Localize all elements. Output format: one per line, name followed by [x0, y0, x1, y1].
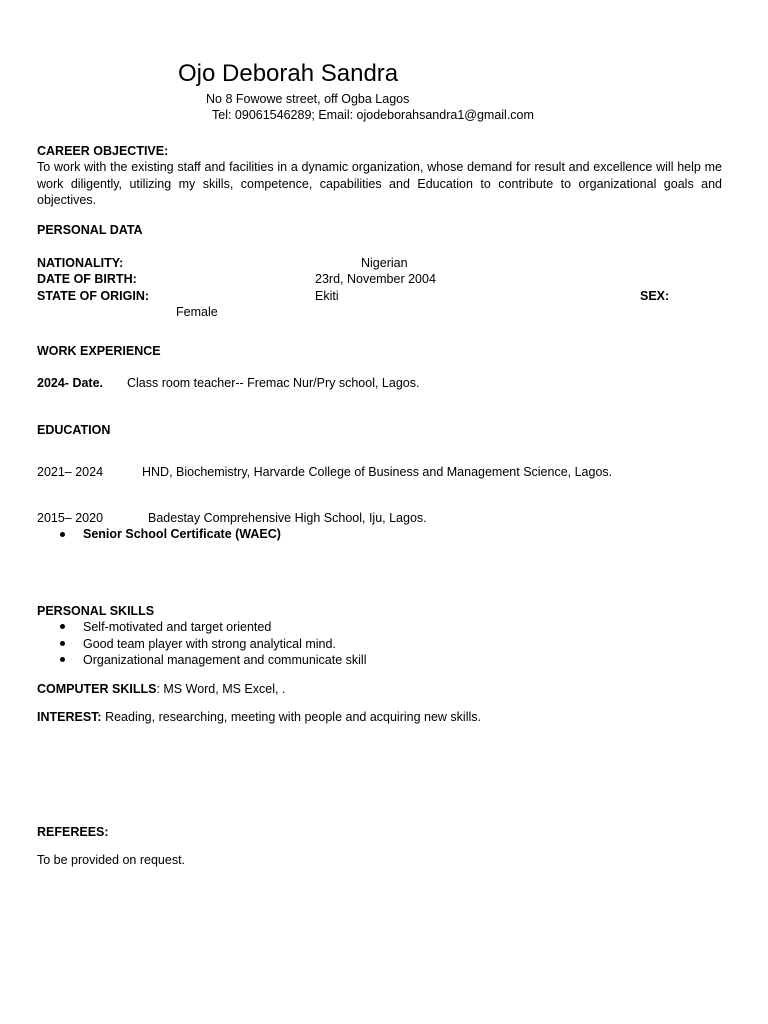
bullet-icon [60, 641, 65, 646]
interest-label: INTEREST: [37, 710, 102, 724]
personal-data-heading: PERSONAL DATA [37, 223, 143, 237]
nationality-value: Nigerian [361, 256, 408, 270]
computer-skills-line [37, 681, 285, 698]
dob-label: DATE OF BIRTH: [37, 272, 137, 286]
work-role: Class room teacher-- Fremac Nur/Pry school, Lagos. [127, 376, 420, 390]
sex-value: Female [176, 305, 218, 319]
skill-item: Good team player with strong analytical mind. [83, 637, 336, 651]
education-period: 2021– 2024 [37, 465, 104, 479]
interest-value: Reading, researching, meeting with people and acquiring new skills. [101, 710, 481, 724]
education-detail: Badestay Comprehensive High School, Iju, Lagos. [148, 511, 427, 525]
referees-heading: REFEREES: [37, 825, 109, 839]
bullet-icon [60, 624, 65, 629]
computer-skills-label: COMPUTER SKILLS [37, 682, 157, 696]
personal-skills-heading: PERSONAL SKILLS [37, 604, 155, 618]
work-period: 2024- Date. [37, 376, 104, 390]
nationality-label: NATIONALITY: [37, 256, 124, 270]
career-objective-text: To work with the existing staff and facilities in a dynamic organization, whose demand for result and excellence will help me work diligently, utilizing my skills, competence, capabilities and Education to contribute to organizational goals and objectives. [37, 160, 722, 207]
referees-text: To be provided on request. [37, 853, 186, 867]
dob-value: 23rd, November 2004 [315, 272, 436, 286]
skill-item: Self-motivated and target oriented [83, 620, 272, 634]
education-heading: EDUCATION [37, 423, 111, 437]
skill-item: Organizational management and communicate skill [83, 653, 367, 667]
origin-label: STATE OF ORIGIN: [37, 289, 150, 303]
career-objective-heading: CAREER OBJECTIVE: [37, 144, 169, 158]
origin-value: Ekiti [315, 289, 339, 303]
sex-label: SEX: [640, 289, 670, 303]
work-experience-heading: WORK EXPERIENCE [37, 344, 161, 358]
education-period: 2015– 2020 [37, 511, 104, 525]
education-detail: HND, Biochemistry, Harvarde College of Business and Management Science, Lagos. [142, 465, 613, 479]
address-line: No 8 Fowowe street, off Ogba Lagos [206, 92, 410, 106]
applicant-name: Ojo Deborah Sandra [178, 60, 399, 87]
computer-skills-value: : MS Word, MS Excel, . [156, 682, 286, 696]
contact-line: Tel: 09061546289; Email: ojodeborahsandra1@gmail.com [212, 108, 534, 122]
certificate-item: Senior School Certificate (WAEC) [83, 527, 281, 541]
bullet-icon [60, 532, 65, 537]
interest-line [37, 709, 481, 726]
bullet-icon [60, 657, 65, 662]
